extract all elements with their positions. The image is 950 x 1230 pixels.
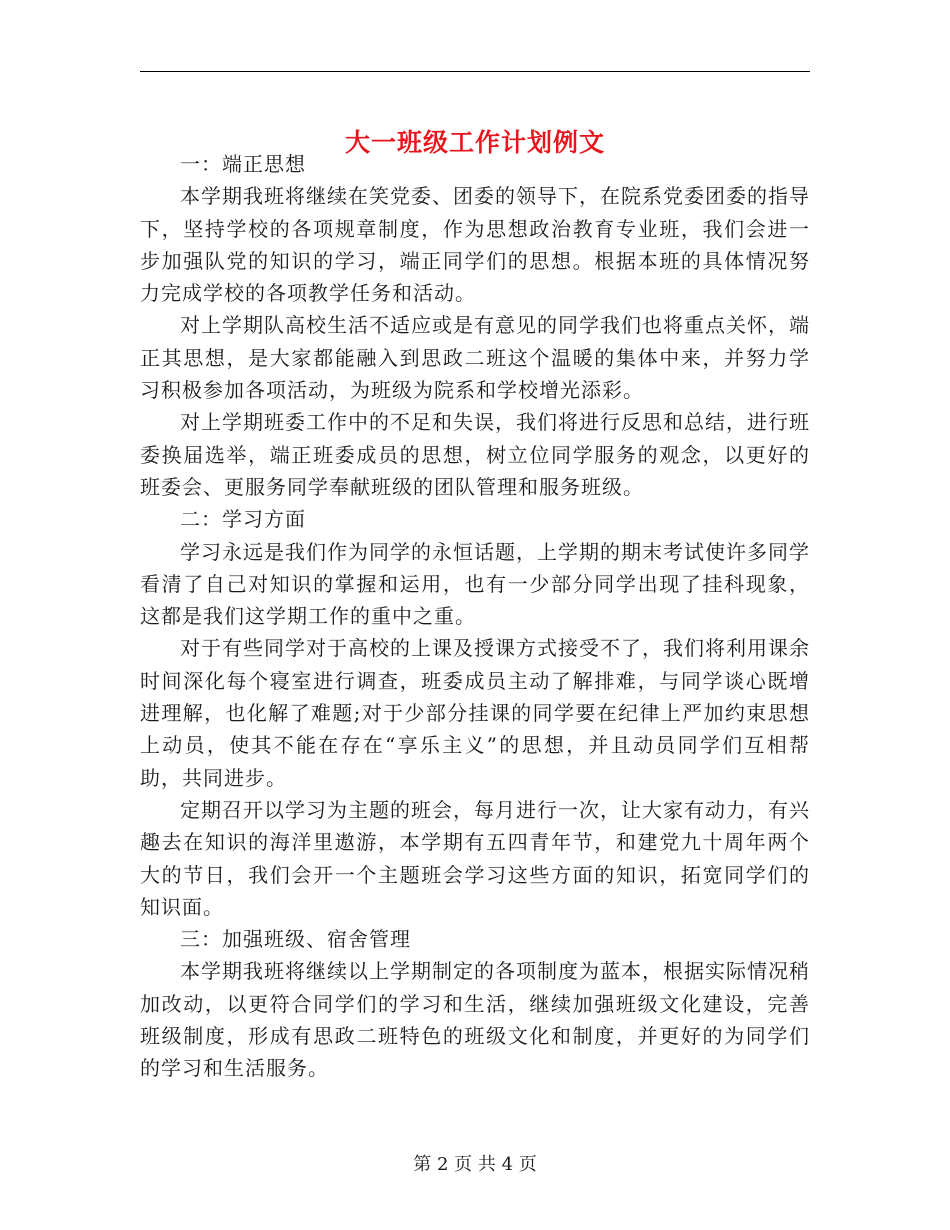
body-paragraph: 对上学期队高校生活不适应或是有意见的同学我们也将重点关怀，端正其思想，是大家都能融入到思政二班这个温暖的集体中来，并努力学习积极参加各项活动，为班级为院系和学校增光添彩。 xyxy=(140,313,810,403)
document-title: 大一班级工作计划例文 xyxy=(344,127,605,157)
section-heading-3: 三：加强班级、宿舍管理 xyxy=(180,927,411,952)
section-heading-1: 一：端正思想 xyxy=(180,152,306,176)
section-heading-2: 二：学习方面 xyxy=(180,507,306,532)
document-body xyxy=(140,148,810,1085)
body-paragraph: 定期召开以学习为主题的班会，每月进行一次，让大家有动力，有兴趣去在知识的海洋里遨游，本学期有五四青年节，和建党九十周年两个大的节日，我们会开一个主题班会学习这些方面的知识，拓宽同学们的知识面。 xyxy=(140,797,810,919)
body-paragraph: 本学期我班将继续以上学期制定的各项制度为蓝本，根据实际情况稍加改动，以更符合同学们的学习和生活，继续加强班级文化建设，完善班级制度，形成有思政二班特色的班级文化和制度，并更好的为同学们的学习和生活服务。 xyxy=(140,959,810,1081)
body-paragraph: 对于有些同学对于高校的上课及授课方式接受不了，我们将利用课余时间深化每个寝室进行调查，班委成员主动了解排难，与同学谈心既增进理解，也化解了难题;对于少部分挂课的同学要在纪律上严加约束思想上动员，使其不能在存在“享乐主义”的思想，并且动员同学们互相帮助，共同进步。 xyxy=(140,636,810,790)
body-paragraph: 对上学期班委工作中的不足和失误，我们将进行反思和总结，进行班委换届选举，端正班委成员的思想，树立位同学服务的观念，以更好的班委会、更服务同学奉献班级的团队管理和服务班级。 xyxy=(140,410,810,499)
body-paragraph: 本学期我班将继续在笑党委、团委的领导下，在院系党委团委的指导下，坚持学校的各项规章制度，作为思想政治教育专业班，我们会进一步加强队党的知识的学习，端正同学们的思想。根据本班的具体情况努力完成学校的各项教学任务和活动。 xyxy=(140,184,810,306)
page-number: 第 2 页 共 4 页 xyxy=(413,1154,537,1175)
body-paragraph: 学习永远是我们作为同学的永恒话题，上学期的期末考试使许多同学看清了自己对知识的掌握和运用，也有一少部分同学出现了挂科现象，这都是我们这学期工作的重中之重。 xyxy=(140,539,810,629)
header-rule xyxy=(140,71,810,72)
